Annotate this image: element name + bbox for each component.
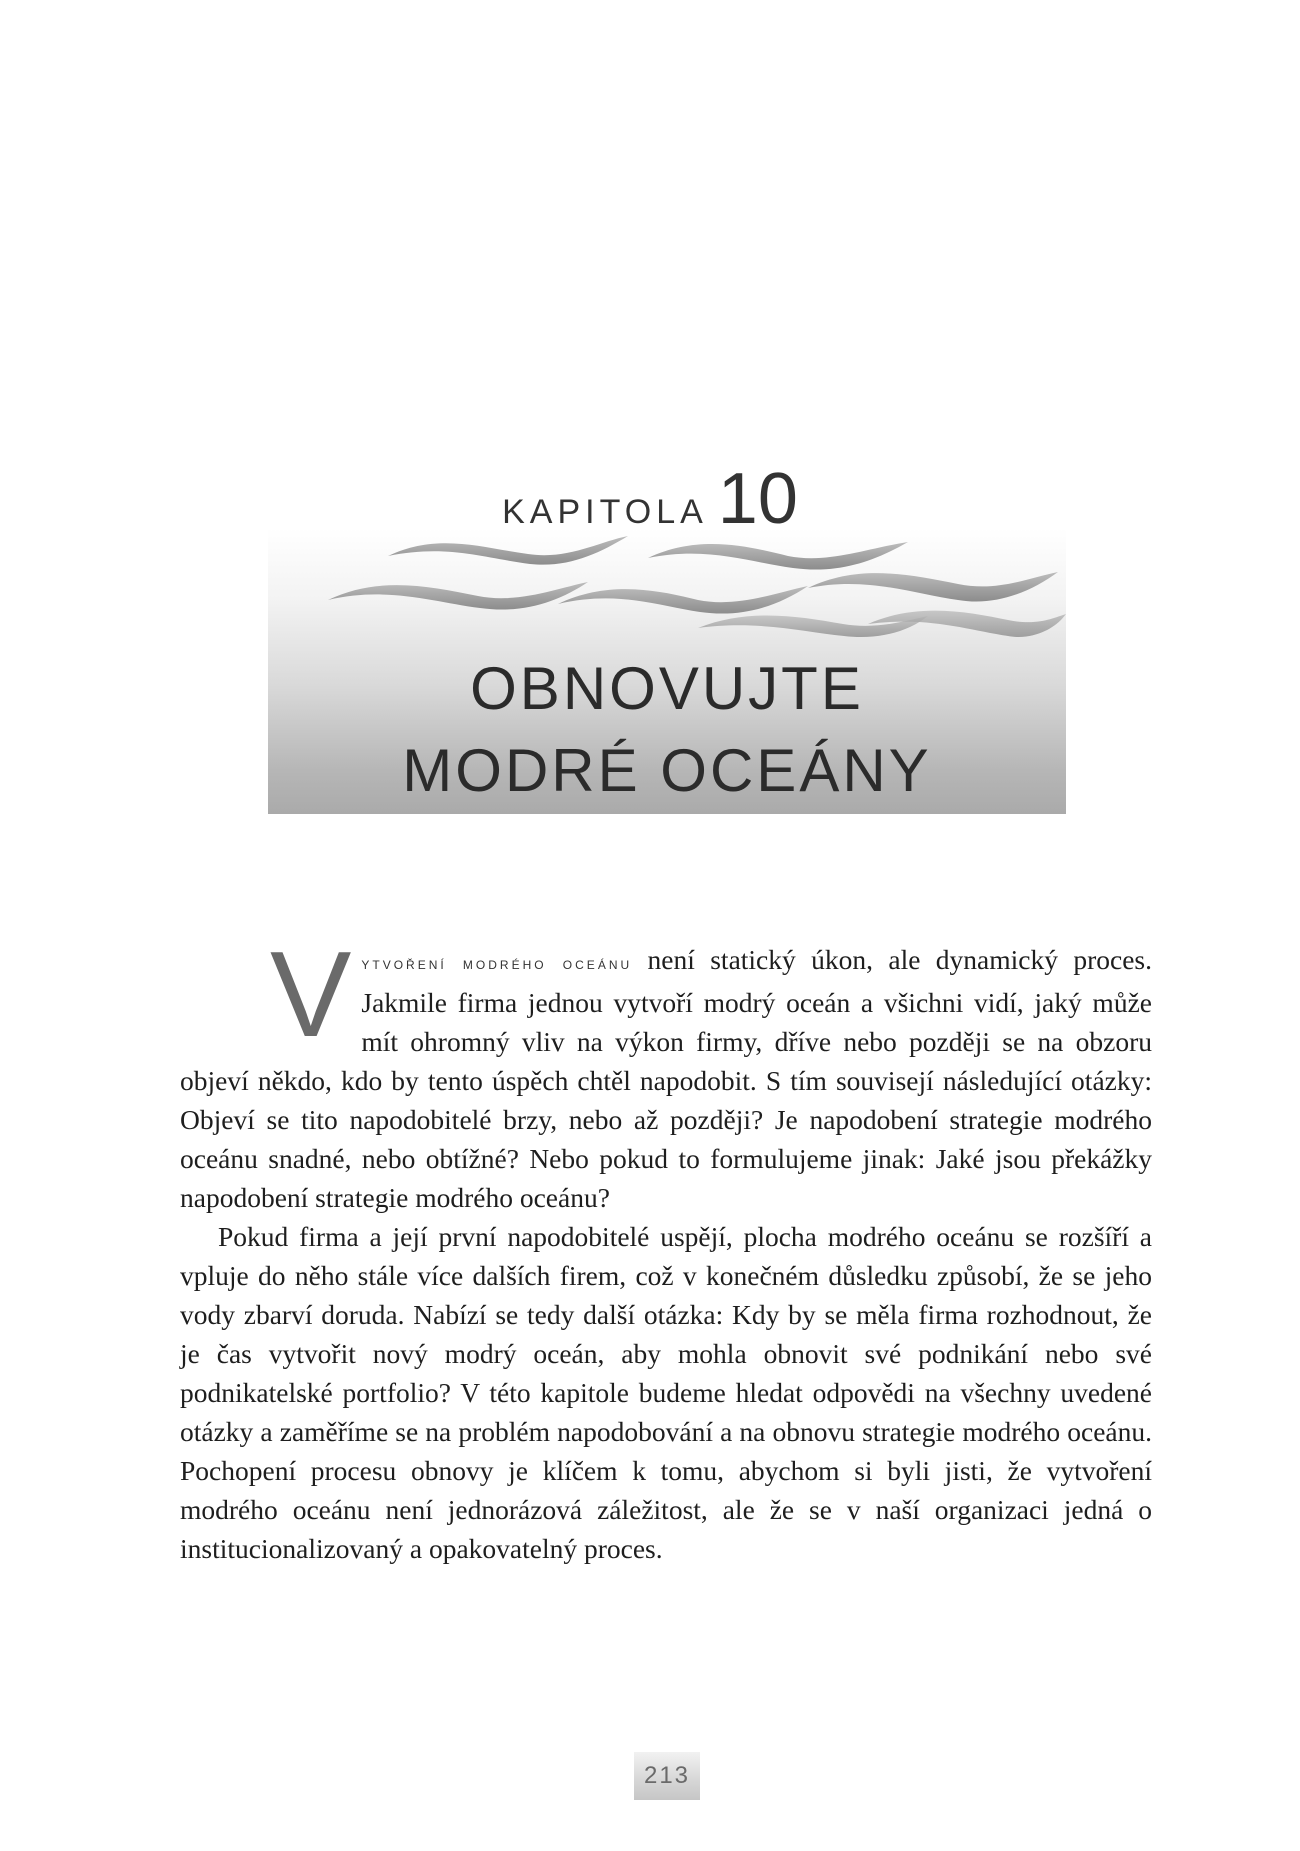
wave-line-5 (808, 572, 1058, 602)
paragraph-2: Pokud firma a její první napodobitelé uspějí, plocha modrého oceánu se rozšíří a vpluje do něho stále více dalších firem, což v konečném důsledku způsobí, že se jeho vody zbarví doruda. Nabízí se tedy další otázka: Kdy by se měla firma rozhodnout, že je čas vytvořit nový modrý oceán, aby mohla obnovit své podnikání nebo své podnikatelské portfolio? V této kapitole budeme hledat odpovědi na všechny uvedené otázky a zaměříme se na problém napodobování a na obnovu strategie modrého oceánu. Pochopení procesu obnovy je klíčem k tomu, abychom si byli jisti, že vytvoření modrého oceánu není jednorázová záležitost, ale že se v naší organizaci jedná o institucionalizovaný a opakovatelný proces. (180, 1221, 1152, 1564)
chapter-title-line-2: MODRÉ OCEÁNY (402, 737, 932, 804)
chapter-body (180, 926, 1152, 1568)
ocean-waves-icon (268, 528, 1066, 638)
wave-line-1 (388, 536, 628, 565)
page-number: 213 (634, 1752, 700, 1800)
lead-small-caps: ytvoření modrého oceánu (361, 954, 633, 973)
chapter-heading (0, 458, 1300, 540)
chapter-title-line-1: OBNOVUJTE (470, 655, 864, 722)
drop-cap: V (270, 926, 352, 1062)
wave-line-4 (558, 586, 808, 614)
paragraph-1-text: není statický úkon, ale dynamický proces. Jakmile firma jednou vytvoří modrý oceán a všichni vidí, jaký může mít ohromný vliv na výkon firmy, dříve nebo později se na obzoru objeví někdo, kdo by tento úspěch chtěl napodobit. S tím souvisejí následující otázky: Objeví se tito napodobitelé brzy, nebo až později? Je napodobení strategie modrého oceánu snadné, nebo obtížné? Nebo pokud to formulujeme jinak: Jaké jsou překážky napodobení strategie modrého oceánu? (180, 944, 1152, 1213)
wave-line-2 (648, 542, 908, 570)
wave-line-3 (328, 582, 588, 610)
paragraph-1 (180, 926, 1152, 1217)
chapter-number: 10 (717, 459, 798, 539)
chapter-label: KAPITOLA (502, 493, 708, 531)
chapter-title (268, 648, 1066, 812)
